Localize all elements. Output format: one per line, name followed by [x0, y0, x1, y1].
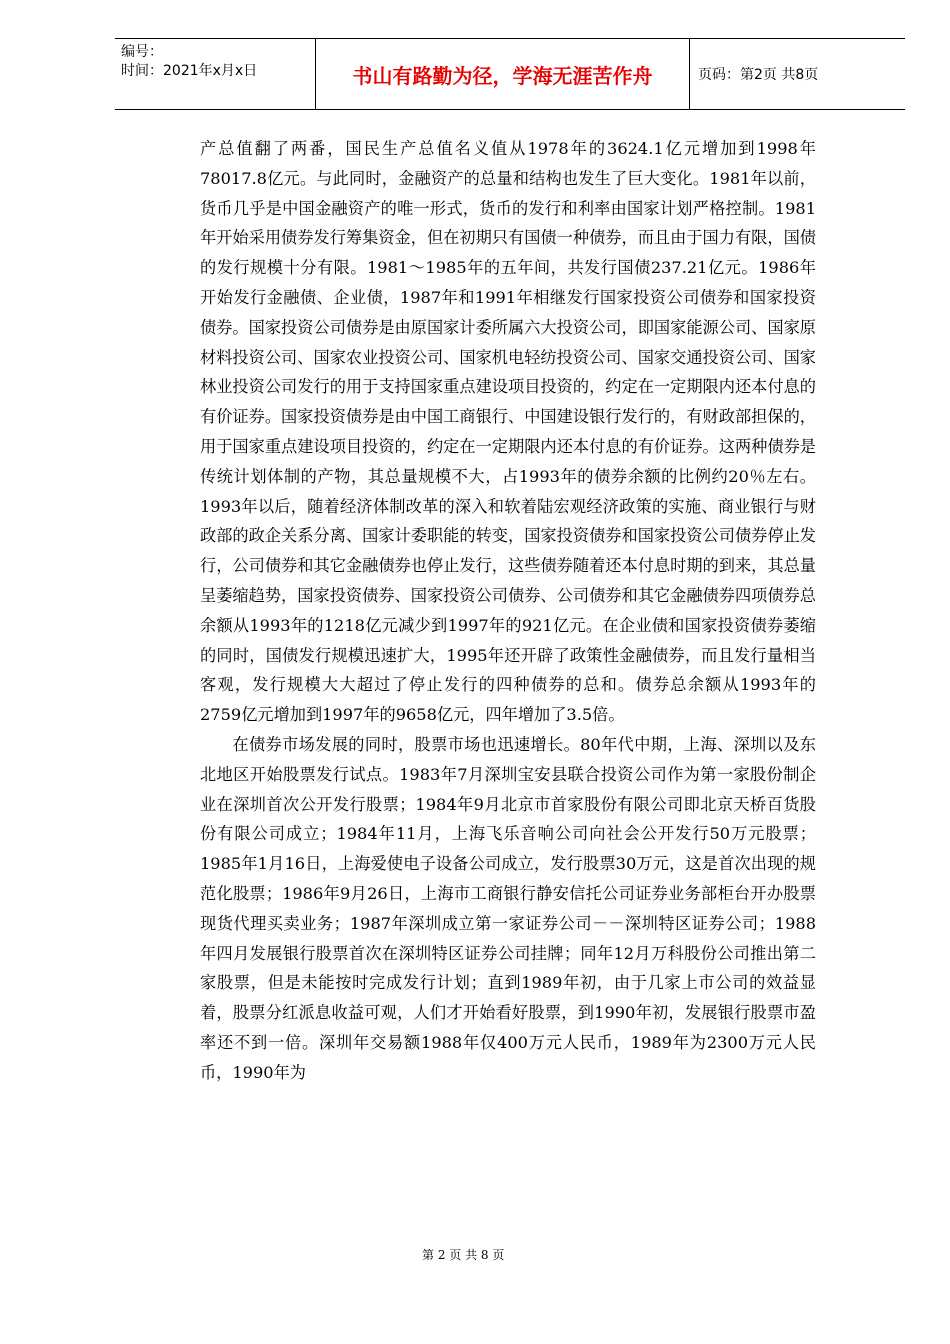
document-body	[200, 134, 816, 1088]
document-number-label: 编号：	[121, 44, 163, 60]
page-footer: 第 2 页 共 8 页	[422, 1248, 505, 1262]
page-header	[115, 38, 905, 110]
header-info-cell	[115, 39, 316, 109]
header-page-number: 页码：第2页 共8页	[698, 67, 819, 83]
paragraph-2: 在债券市场发展的同时，股票市场也迅速增长。80年代中期，上海、深圳以及东北地区开始股票发行试点。1983年7月深圳宝安县联合投资公司作为第一家股份制企业在深圳首次公开发行股票；1984年9月北京市首家股份有限公司即北京天桥百货股份有限公司成立；1984年11月，上海飞乐音响公司向社会公开发行50万元股票；1985年1月16日，上海爱使电子设备公司成立，发行股票30万元，这是首次出现的规范化股票；1986年9月26日，上海市工商银行静安信托公司证券业务部柜台开办股票现货代理买卖业务；1987年深圳成立第一家证券公司－－深圳特区证券公司；1988年四月发展银行股票首次在深圳特区证券公司挂牌；同年12月万科股份公司推出第二家股票，但是未能按时完成发行计划；直到1989年初，由于几家上市公司的效益显着，股票分红派息收益可观，人们才开始看好股票，到1990年初，发展银行股票市盈率还不到一倍。深圳年交易额1988年仅400万元人民币，1989年为2300万元人民币，1990年为	[200, 734, 816, 1082]
header-motto: 书山有路勤为径，学海无涯苦作舟	[316, 39, 690, 109]
paragraph-1: 产总值翻了两番，国民生产总值名义值从1978年的3624.1亿元增加到1998年78017.8亿元。与此同时，金融资产的总量和结构也发生了巨大变化。1981年以前，货币几乎是中国金融资产的唯一形式，货币的发行和利率由国家计划严格控制。1981年开始采用债券发行筹集资金，但在初期只有国债一种债券，而且由于国力有限，国债的发行规模十分有限。1981～1985年的五年间，共发行国债237.21亿元。1986年开始发行金融债、企业债，1987年和1991年相继发行国家投资公司债券和国家投资债券。国家投资公司债券是由原国家计委所属六大投资公司，即国家能源公司、国家原材料投资公司、国家农业投资公司、国家机电轻纺投资公司、国家交通投资公司、国家林业投资公司发行的用于支持国家重点建设项目投资的，约定在一定期限内还本付息的有价证券。国家投资债券是由中国工商银行、中国建设银行发行的，有财政部担保的，用于国家重点建设项目投资的，约定在一定期限内还本付息的有价证券。这两种债券是传统计划体制的产物，其总量规模不大，占1993年的债券余额的比例约20％左右。1993年以后，随着经济体制改革的深入和软着陆宏观经济政策的实施、商业银行与财政部的政企关系分离、国家计委职能的转变，国家投资债券和国家投资公司债券停止发行，公司债券和其它金融债券也停止发行，这些债券随着还本付息时期的到来，其总量呈萎缩趋势，国家投资债券、国家投资公司债券、公司债券和其它金融债券四项债券总余额从1993年的1218亿元减少到1997年的921亿元。在企业债和国家投资债券萎缩的同时，国债发行规模迅速扩大，1995年还开辟了政策性金融债券，而且发行量相当客观，发行规模大大超过了停止发行的四种债券的总和。债券总余额从1993年的2759亿元增加到1997年的9658亿元，四年增加了3.5倍。	[200, 139, 816, 725]
document-time-label: 时间：2021年x月x日	[121, 63, 258, 79]
